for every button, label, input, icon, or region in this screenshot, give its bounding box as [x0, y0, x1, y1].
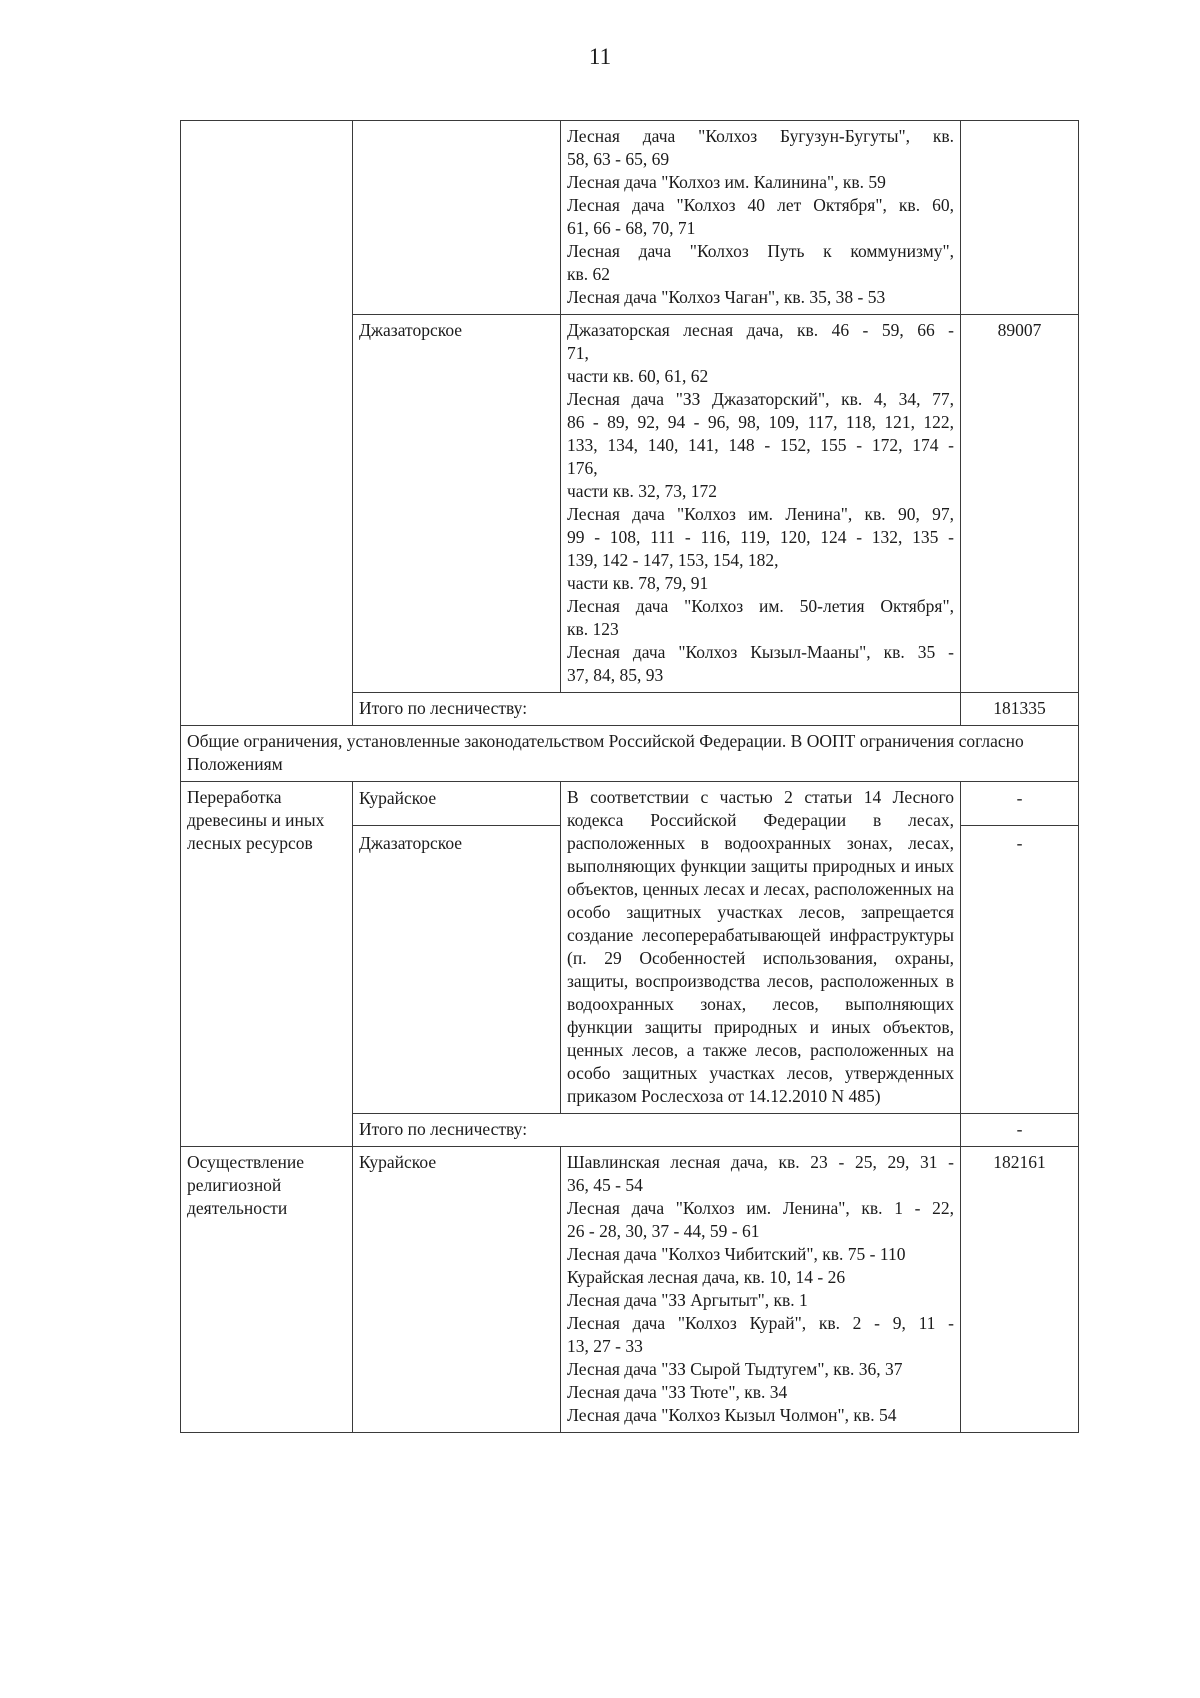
- desc-line: Лесная дача "Колхоз Курай", кв. 2 - 9, 11 -: [567, 1313, 954, 1333]
- desc-line: Лесная дача "ЗЗ Джазаторский", кв. 4, 34, 77,: [567, 389, 954, 409]
- desc-line: 58, 63 - 65, 69: [567, 149, 670, 169]
- desc-line: 36, 45 - 54: [567, 1175, 643, 1195]
- total-label-cell: Итого по лесничеству:: [353, 693, 961, 726]
- lesnichestvo-dzhazatorskoye: Джазаторское: [359, 833, 463, 853]
- type-cell-continued: [181, 121, 353, 726]
- area-cell: [961, 782, 1079, 1114]
- area-cell: 89007: [961, 315, 1079, 693]
- total-area-cell: 181335: [961, 693, 1079, 726]
- desc-line: Лесная дача "Колхоз им. Ленина", кв. 90, 97,: [567, 504, 954, 524]
- desc-line: Лесная дача "Колхоз им. Ленина", кв. 1 - 22,: [567, 1198, 954, 1218]
- forest-use-table: [180, 120, 1079, 1433]
- desc-line: Джазаторская лесная дача, кв. 46 - 59, 66 -: [567, 320, 954, 340]
- desc-line: Лесная дача "ЗЗ Сырой Тыдтугем", кв. 36, 37: [567, 1359, 903, 1379]
- desc-line: Лесная дача "Колхоз Путь к коммунизму",: [567, 241, 954, 261]
- desc-line: Курайская лесная дача, кв. 10, 14 - 26: [567, 1267, 846, 1287]
- dacha-list-cell: [561, 315, 961, 693]
- desc-line: Лесная дача "Колхоз Кызыл Чолмон", кв. 54: [567, 1405, 897, 1425]
- desc-line: Лесная дача "Колхоз Кызыл-Мааны", кв. 35 -: [567, 642, 954, 662]
- dacha-list-cell: [561, 121, 961, 315]
- desc-line: 99 - 108, 111 - 116, 119, 120, 124 - 132, 135 -: [567, 527, 954, 547]
- desc-line: части кв. 32, 73, 172: [567, 481, 717, 501]
- desc-line: 61, 66 - 68, 70, 71: [567, 218, 696, 238]
- desc-line: части кв. 78, 79, 91: [567, 573, 709, 593]
- desc-line: 13, 27 - 33: [567, 1336, 643, 1356]
- desc-line: Лесная дача "ЗЗ Тюте", кв. 34: [567, 1382, 788, 1402]
- desc-line: кв. 123: [567, 619, 619, 639]
- desc-line: части кв. 60, 61, 62: [567, 366, 709, 386]
- desc-line: 139, 142 - 147, 153, 154, 182,: [567, 550, 779, 570]
- desc-line: Лесная дача "Колхоз Бугузун-Бугуты", кв.: [567, 126, 954, 146]
- table-row: [181, 726, 1079, 782]
- lesnichestvo-kurayskoye: Курайское: [353, 782, 560, 826]
- desc-line: Лесная дача "ЗЗ Аргытыт", кв. 1: [567, 1290, 808, 1310]
- area-cell: [961, 121, 1079, 315]
- desc-line: Лесная дача "Колхоз Чибитский", кв. 75 - 110: [567, 1244, 906, 1264]
- desc-line: 37, 84, 85, 93: [567, 665, 664, 685]
- desc-line: Лесная дача "Колхоз им. Калинина", кв. 59: [567, 172, 886, 192]
- area-dzhazatorskoye: -: [1016, 833, 1023, 853]
- type-cell: Осуществление религиозной деятельности: [181, 1147, 353, 1433]
- lesnichestvo-cell: Курайское: [353, 1147, 561, 1433]
- desc-line: 26 - 28, 30, 37 - 44, 59 - 61: [567, 1221, 760, 1241]
- desc-line: Лесная дача "Колхоз Чаган", кв. 35, 38 - 53: [567, 287, 886, 307]
- restriction-text-cell: [561, 782, 961, 1114]
- table-row: [181, 121, 1079, 315]
- dacha-list-cell: [561, 1147, 961, 1433]
- desc-line: 86 - 89, 92, 94 - 96, 98, 109, 117, 118, 121, 122,: [567, 412, 954, 432]
- desc-line: 176,: [567, 458, 598, 478]
- total-area-cell: -: [961, 1114, 1079, 1147]
- table-row: [181, 782, 1079, 1114]
- lesnichestvo-cell: Джазаторское: [353, 315, 561, 693]
- type-cell: Переработка древесины и иных лесных ресурсов: [181, 782, 353, 1147]
- area-kurayskoye: -: [961, 782, 1078, 826]
- restriction-text: В соответствии с частью 2 статьи 14 Лесного кодекса Российской Федерации в лесах, расположенных в водоохранных зонах, лесах, выполняющих функции защиты природных и иных объектов, ценных лесах и лесах, расположенных на особо защитных участках лесов, запрещается создание лесоперерабатывающей инфраструктуры (п. 29 Особенностей использования, охраны, защиты, воспроизводства лесов, расположенных в водоохранных зонах, лесов, выполняющих функции защиты природных и иных объектов, ценных лесов, а также лесов, расположенных на особо защитных участках лесов, утвержденных приказом Рослесхоза от 14.12.2010 N 485): [567, 787, 954, 1106]
- table-row: [181, 1147, 1079, 1433]
- desc-line: Шавлинская лесная дача, кв. 23 - 25, 29, 31 -: [567, 1152, 954, 1172]
- lesnichestvo-cell: [353, 121, 561, 315]
- desc-line: Лесная дача "Колхоз 40 лет Октября", кв. 60,: [567, 195, 954, 215]
- desc-line: Лесная дача "Колхоз им. 50-летия Октября",: [567, 596, 954, 616]
- desc-line: 133, 134, 140, 141, 148 - 152, 155 - 172, 174 -: [567, 435, 954, 455]
- desc-line: кв. 62: [567, 264, 611, 284]
- total-label-cell: Итого по лесничеству:: [353, 1114, 961, 1147]
- area-cell: 182161: [961, 1147, 1079, 1433]
- page-number: 11: [588, 44, 612, 69]
- desc-line: 71,: [567, 343, 589, 363]
- lesnichestvo-cell: [353, 782, 561, 1114]
- restrictions-note: Общие ограничения, установленные законодательством Российской Федерации. В ООПТ ограничения согласно Положениям: [181, 726, 1079, 782]
